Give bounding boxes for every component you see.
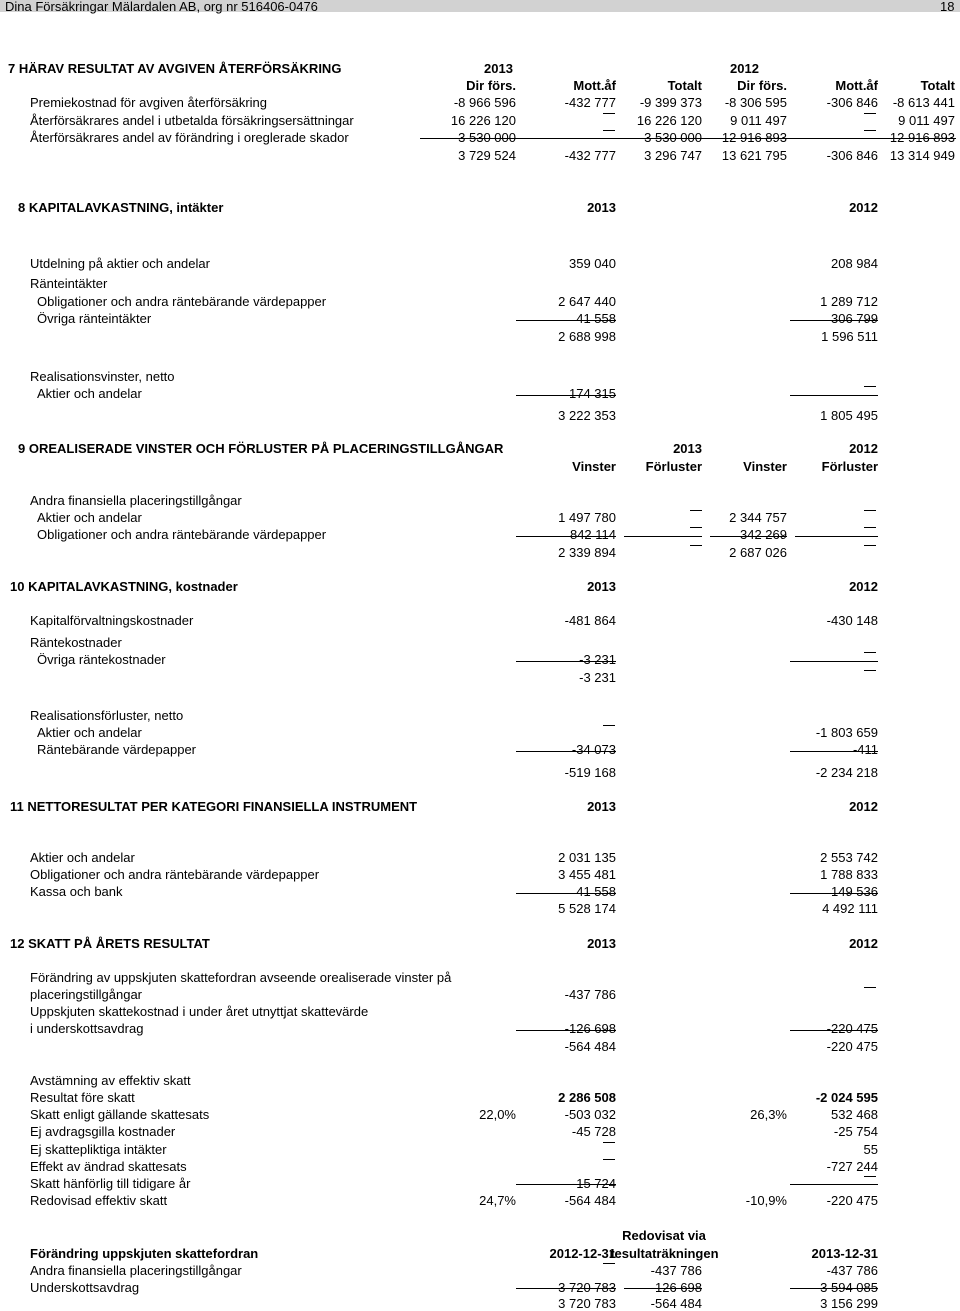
table-total: 13 621 795 — [721, 148, 787, 163]
sum-line — [790, 893, 878, 894]
col-header: Vinster — [572, 459, 616, 474]
value-2012: -220 475 — [826, 1021, 878, 1036]
line-item-label: Resultat före skatt — [30, 1090, 135, 1105]
value-2012: -430 148 — [826, 613, 878, 628]
line-item-label: Uppskjuten skattekostnad i under året utnyttjat skattevärde — [30, 1004, 369, 1019]
dash-zero — [864, 386, 876, 387]
line-item-label: Aktier och andelar — [37, 386, 142, 401]
line-item-label: Obligationer och andra räntebärande värdepapper — [37, 527, 327, 542]
col-header: resultaträkningen — [609, 1246, 719, 1261]
dash-zero — [864, 527, 876, 528]
sum-line — [516, 1184, 616, 1185]
col-header: Förluster — [821, 459, 878, 474]
dash-zero — [603, 1142, 615, 1143]
value-2012: -25 754 — [833, 1124, 878, 1139]
dash-zero — [603, 1263, 615, 1264]
page-number: 18 — [940, 0, 955, 14]
value-2012: 532 468 — [831, 1107, 878, 1122]
line-item-label: Övriga ränteintäkter — [37, 311, 152, 326]
value-2012: -220 475 — [826, 1193, 878, 1208]
table-cell: 342 269 — [740, 527, 787, 542]
table-cell: -8 613 441 — [892, 95, 955, 110]
sum-line — [790, 320, 878, 321]
dash-zero — [690, 527, 702, 528]
total-2013: 3 222 353 — [558, 408, 616, 423]
sum-line — [710, 536, 787, 537]
table-row-label: Återförsäkrares andel i utbetalda försäkringsersättningar — [30, 113, 354, 128]
dash-zero — [690, 510, 702, 511]
section-8-title: 8 KAPITALAVKASTNING, intäkter — [18, 200, 224, 215]
line-item-label: Utdelning på aktier och andelar — [30, 256, 210, 271]
s7-col-header: Dir förs. — [737, 78, 787, 93]
table-title: Förändring uppskjuten skattefordran — [30, 1246, 259, 1261]
table-cell: 3 720 783 — [558, 1280, 616, 1295]
value-2013: 359 040 — [569, 256, 616, 271]
table-cell: 2 344 757 — [729, 510, 787, 525]
line-item-label: Skatt hänförlig till tidigare år — [30, 1176, 191, 1191]
table-cell: 16 226 120 — [450, 113, 516, 128]
year-header: 2013 — [587, 579, 616, 594]
section-12-title: 12 SKATT PÅ ÅRETS RESULTAT — [10, 936, 210, 951]
table-cell: -126 698 — [650, 1280, 702, 1295]
group-label: Ränteintäkter — [30, 276, 108, 291]
table-total: -564 484 — [650, 1296, 702, 1311]
table-row-label: Återförsäkrares andel av förändring i oreglerade skador — [30, 130, 349, 145]
sum-line — [516, 1030, 616, 1031]
sum-line — [516, 751, 616, 752]
s7-col-header: Totalt — [667, 78, 702, 93]
line-item-label: Övriga räntekostnader — [37, 652, 166, 667]
value-2013: 2 286 508 — [558, 1090, 616, 1105]
table-cell: -432 777 — [564, 95, 616, 110]
value-2013: -34 073 — [571, 742, 616, 757]
table-cell: -3 530 000 — [453, 130, 516, 145]
group-label: Räntekostnader — [30, 635, 122, 650]
value-2013: 41 558 — [576, 884, 616, 899]
group-label: Realisationsvinster, netto — [30, 369, 175, 384]
table-cell: 9 011 497 — [730, 113, 787, 128]
year-header: 2012 — [849, 441, 878, 456]
rate-2013: 24,7% — [479, 1193, 516, 1208]
sum-line — [516, 395, 616, 396]
group-label: Avstämning av effektiv skatt — [30, 1073, 191, 1088]
table-cell: 842 114 — [569, 527, 616, 542]
line-item-label: Skatt enligt gällande skattesats — [30, 1107, 210, 1122]
line-item-label: Kapitalförvaltningskostnader — [30, 613, 194, 628]
table-cell: -437 786 — [650, 1263, 702, 1278]
rate-2012: 26,3% — [750, 1107, 787, 1122]
col-header: 2012-12-31 — [549, 1246, 616, 1261]
value-2013: 41 558 — [576, 311, 616, 326]
group-label: Realisationsförluster, netto — [30, 708, 184, 723]
line-item-label: Ej skattepliktiga intäkter — [30, 1142, 167, 1157]
sum-line — [516, 893, 616, 894]
sum-line — [516, 661, 616, 662]
section-11-title: 11 NETTORESULTAT PER KATEGORI FINANSIELLA INSTRUMENT — [10, 799, 418, 814]
table-cell: -306 846 — [826, 95, 878, 110]
table-total: -306 846 — [826, 148, 878, 163]
value-2012: -2 024 595 — [815, 1090, 878, 1105]
s7-year-2012: 2012 — [730, 61, 759, 76]
table-total: 3 720 783 — [558, 1296, 616, 1311]
table-cell: 16 226 120 — [636, 113, 702, 128]
sum-line — [624, 536, 702, 537]
table-cell: -3 530 000 — [639, 130, 702, 145]
value-2013: -126 698 — [564, 1021, 616, 1036]
sum-line — [790, 661, 878, 662]
value-2013: -15 724 — [571, 1176, 616, 1191]
dash-zero — [603, 725, 615, 726]
rate-2013: 22,0% — [479, 1107, 516, 1122]
sum-line — [516, 320, 616, 321]
value-2013: 2 031 135 — [558, 850, 616, 865]
year-header: 2013 — [587, 200, 616, 215]
table-total: 3 156 299 — [820, 1296, 878, 1311]
year-header: 2013 — [587, 936, 616, 951]
sum-line — [624, 1288, 702, 1289]
line-item-label: Aktier och andelar — [37, 510, 142, 525]
total-2012: 4 492 111 — [822, 901, 878, 916]
table-cell: -9 399 373 — [639, 95, 702, 110]
line-item-label: Effekt av ändrad skattesats — [30, 1159, 187, 1174]
dash-zero — [864, 652, 876, 653]
subtotal-2012: -220 475 — [826, 1039, 878, 1054]
value-2013: -481 864 — [564, 613, 616, 628]
value-2012: 306 799 — [831, 311, 878, 326]
value-2012: -411 — [852, 742, 878, 757]
table-row-label: Premiekostnad för avgiven återförsäkring — [30, 95, 268, 110]
sum-line — [420, 138, 956, 139]
subtotal-2012: 1 596 511 — [821, 329, 878, 344]
line-item-label: Aktier och andelar — [37, 725, 142, 740]
value-2013: 174 315 — [569, 386, 616, 401]
table-cell: 12 916 893 — [721, 130, 787, 145]
line-item-label: Redovisad effektiv skatt — [30, 1193, 168, 1208]
table-cell: 3 594 085 — [820, 1280, 878, 1295]
table-total: -432 777 — [564, 148, 616, 163]
sum-line — [516, 536, 616, 537]
table-total: 3 296 747 — [644, 148, 702, 163]
year-header: 2013 — [673, 441, 702, 456]
table-total: 2 339 894 — [558, 545, 616, 560]
dash-zero — [690, 545, 702, 546]
line-item-label: Underskottsavdrag — [30, 1280, 140, 1295]
section-7-title: 7 HÄRAV RESULTAT AV AVGIVEN ÅTERFÖRSÄKRING — [8, 61, 342, 76]
s7-col-header: Dir förs. — [466, 78, 516, 93]
col-header: Förluster — [645, 459, 702, 474]
line-item-label: Andra finansiella placeringstillgångar — [30, 1263, 242, 1278]
value-2012: -727 244 — [826, 1159, 878, 1174]
dash-zero — [603, 1159, 615, 1160]
dash-zero — [864, 130, 876, 131]
year-header: 2012 — [849, 799, 878, 814]
value-2013: 2 647 440 — [558, 294, 616, 309]
total-2012: -2 234 218 — [815, 765, 878, 780]
table-cell: -8 306 595 — [724, 95, 787, 110]
table-cell: 9 011 497 — [898, 113, 955, 128]
group-label: Andra finansiella placeringstillgångar — [30, 493, 242, 508]
col-header: 2013-12-31 — [811, 1246, 878, 1261]
year-header: 2013 — [587, 799, 616, 814]
dash-zero — [864, 545, 876, 546]
dash-zero — [864, 1176, 876, 1177]
table-cell: -437 786 — [826, 1263, 878, 1278]
value-2012: 208 984 — [831, 256, 878, 271]
dash-zero — [864, 510, 876, 511]
value-2013: -3 231 — [579, 652, 616, 667]
value-2012: 2 553 742 — [820, 850, 878, 865]
line-item-label: Obligationer och andra räntebärande värdepapper — [37, 294, 327, 309]
col-header: Vinster — [743, 459, 787, 474]
dash-zero — [864, 113, 876, 114]
value-2013: 3 455 481 — [558, 867, 616, 882]
year-header: 2012 — [849, 579, 878, 594]
line-item-label: Förändring av uppskjuten skattefordran avseende orealiserade vinster på — [30, 970, 452, 985]
sum-line — [790, 1030, 878, 1031]
s7-col-header: Mott.åf — [573, 78, 616, 93]
dash-zero — [864, 987, 876, 988]
section-10-title: 10 KAPITALAVKASTNING, kostnader — [10, 579, 238, 594]
table-cell: 12 916 893 — [889, 130, 955, 145]
value-2012: 149 536 — [831, 884, 878, 899]
header-company: Dina Försäkringar Mälardalen AB, org nr 516406-0476 — [5, 0, 318, 14]
year-header: 2012 — [849, 200, 878, 215]
table-cell: -8 966 596 — [453, 95, 516, 110]
line-item-label: i underskottsavdrag — [30, 1021, 144, 1036]
rate-2012: -10,9% — [745, 1193, 787, 1208]
dash-zero — [603, 130, 615, 131]
subtotal-2013: -564 484 — [564, 1039, 616, 1054]
table-total: 2 687 026 — [729, 545, 787, 560]
value-2012: 55 — [863, 1142, 878, 1157]
value-2013: -503 032 — [564, 1107, 616, 1122]
s7-col-header: Mott.åf — [835, 78, 878, 93]
value-2013: -45 728 — [571, 1124, 616, 1139]
sum-line — [790, 751, 878, 752]
col-header: Redovisat via — [622, 1228, 706, 1243]
s7-year-2013: 2013 — [484, 61, 513, 76]
total-2012: 1 805 495 — [820, 408, 878, 423]
table-total: 13 314 949 — [889, 148, 955, 163]
line-item-label: Ej avdragsgilla kostnader — [30, 1124, 176, 1139]
section-9-title: 9 OREALISERADE VINSTER OCH FÖRLUSTER PÅ PLACERINGSTILLGÅNGAR — [18, 441, 504, 456]
sum-line — [790, 395, 878, 396]
value-2012: -1 803 659 — [815, 725, 878, 740]
value-2012: 1 289 712 — [820, 294, 878, 309]
table-total: 3 729 524 — [458, 148, 516, 163]
table-cell: 1 497 780 — [558, 510, 616, 525]
year-header: 2012 — [849, 936, 878, 951]
line-item-label: placeringstillgångar — [30, 987, 143, 1002]
total-2013: -519 168 — [564, 765, 616, 780]
sum-line — [795, 536, 878, 537]
value-2013: -437 786 — [564, 987, 616, 1002]
line-item-label: Aktier och andelar — [30, 850, 135, 865]
value-2013: -564 484 — [564, 1193, 616, 1208]
total-2013: 5 528 174 — [558, 901, 616, 916]
s7-col-header: Totalt — [920, 78, 955, 93]
line-item-label: Kassa och bank — [30, 884, 123, 899]
subtotal-2013: -3 231 — [579, 670, 616, 685]
value-2012: 1 788 833 — [820, 867, 878, 882]
dash-zero — [864, 670, 876, 671]
sum-line — [516, 1288, 616, 1289]
line-item-label: Obligationer och andra räntebärande värdepapper — [30, 867, 320, 882]
sum-line — [790, 1288, 878, 1289]
subtotal-2013: 2 688 998 — [558, 329, 616, 344]
sum-line — [790, 1184, 878, 1185]
line-item-label: Räntebärande värdepapper — [37, 742, 197, 757]
dash-zero — [603, 113, 615, 114]
